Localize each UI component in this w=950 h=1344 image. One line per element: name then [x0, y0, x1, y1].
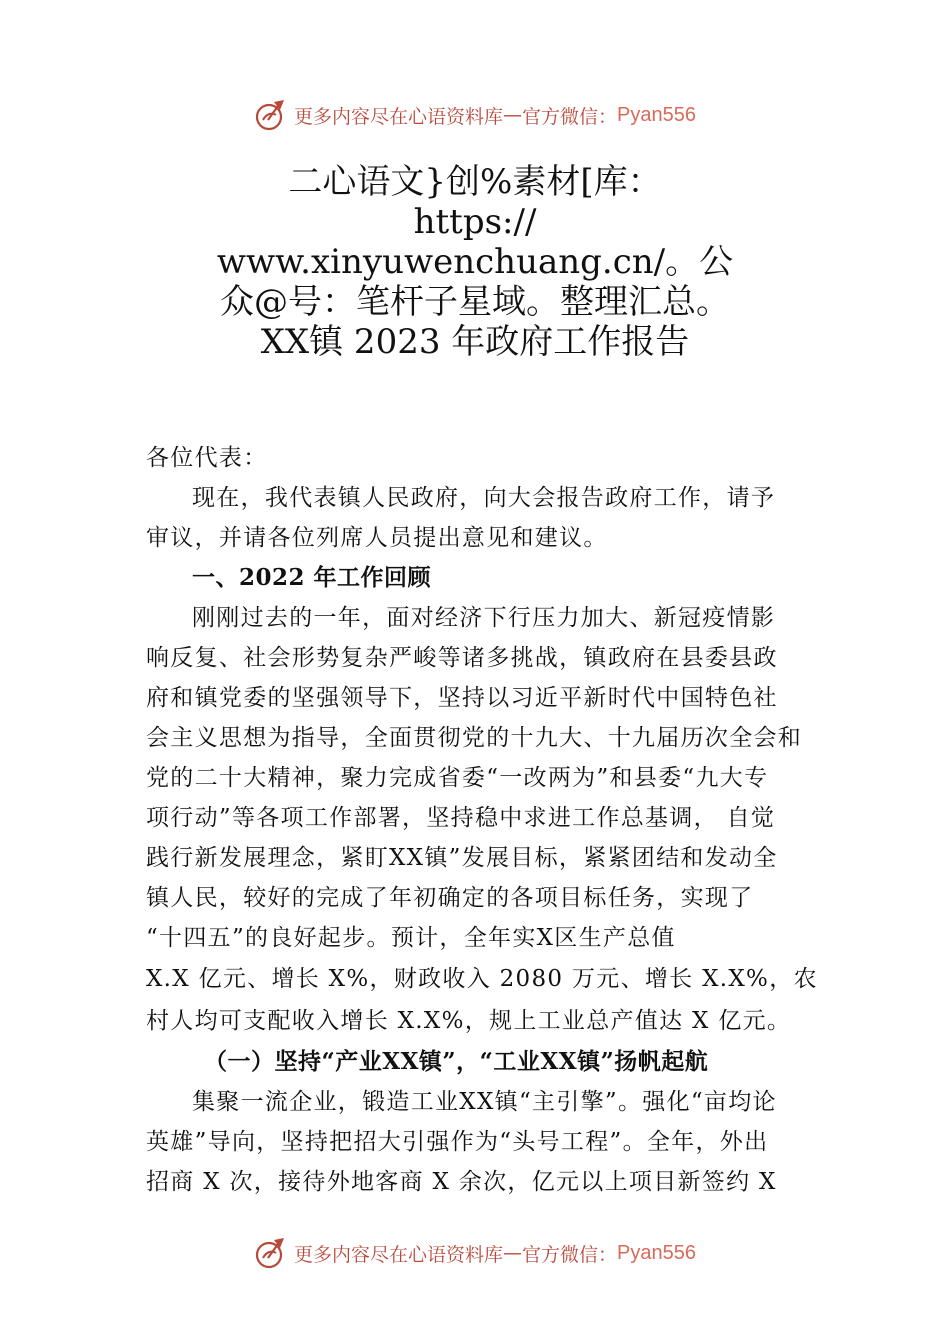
title-line: www.xinyuwenchuang.cn/。公 [216, 242, 734, 282]
watermark-separator: — [503, 104, 523, 126]
paragraph-line: 府和镇党委的坚强领导下，坚持以习近平新时代中国特色社 [146, 685, 778, 711]
watermark-header [0, 95, 950, 135]
watermark-footer [0, 1233, 950, 1273]
watermark-separator: — [503, 1242, 523, 1264]
watermark-text: 更多内容尽在心语资料库 [294, 105, 504, 128]
title-line: https:// [413, 202, 537, 242]
watermark-label: 官方微信： [522, 105, 618, 128]
watermark-account: Pyan556 [617, 1241, 696, 1264]
paragraph-line: 审议，并请各位列席人员提出意见和建议。 [146, 525, 608, 551]
paragraph-line: 践行新发展理念，紧盯XX镇”发展目标，紧紧团结和发动全 [146, 845, 778, 871]
title-line: 众@号：笔杆子星域。整理汇总。 [220, 282, 730, 322]
watermark-text: 更多内容尽在心语资料库 [294, 1243, 504, 1266]
paragraph-line: 会主义思想为指导，全面贯彻党的十九大、十九届历次全会和 [146, 725, 803, 751]
pen-logo-icon [254, 1236, 288, 1270]
title-line: XX镇 2023 年政府工作报告 [260, 322, 690, 362]
paragraph-line: 现在，我代表镇人民政府，向大会报告政府工作，请予 [192, 485, 776, 511]
title-line: 二心语文}创%素材[库： [288, 162, 662, 202]
paragraph-line: 刚刚过去的一年，面对经济下行压力加大、新冠疫情影 [192, 605, 776, 631]
paragraph-line: 党的二十大精神，聚力完成省委“一改两为”和县委“九大专 [146, 765, 769, 791]
pen-logo-icon [254, 98, 288, 132]
paragraph-line: 村人均可支配收入增长 X.X%，规上工业总产值达 X 亿元。 [146, 1008, 792, 1034]
paragraph-line: 集聚一流企业，锻造工业XX镇“主引擎”。强化“亩均论 [192, 1089, 777, 1115]
paragraph-line: “十四五”的良好起步。预计，全年实X区生产总值 [146, 925, 676, 951]
paragraph-line: 响反复、社会形势复杂严峻等诸多挑战，镇政府在县委县政 [146, 645, 778, 671]
document-body [146, 438, 826, 1202]
document-title [200, 162, 750, 362]
watermark-label: 官方微信： [522, 1243, 618, 1266]
subsection-heading: （一）坚持“产业XX镇”，“工业XX镇”扬帆起航 [204, 1048, 709, 1075]
paragraph-line: 项行动”等各项工作部署，坚持稳中求进工作总基调， 自觉 [146, 805, 776, 831]
paragraph-line: 镇人民，较好的完成了年初确定的各项目标任务，实现了 [146, 885, 754, 911]
salutation: 各位代表： [146, 445, 268, 471]
section-heading: 一、2022 年工作回顾 [192, 564, 432, 591]
paragraph-line: 招商 X 次，接待外地客商 X 余次，亿元以上项目新签约 X [146, 1169, 777, 1195]
paragraph-line: 英雄”导向，坚持把招大引强作为“头号工程”。全年，外出 [146, 1129, 769, 1155]
watermark-account: Pyan556 [617, 103, 696, 126]
paragraph-line: X.X 亿元、增长 X%，财政收入 2080 万元、增长 X.X%，农 [146, 966, 818, 992]
